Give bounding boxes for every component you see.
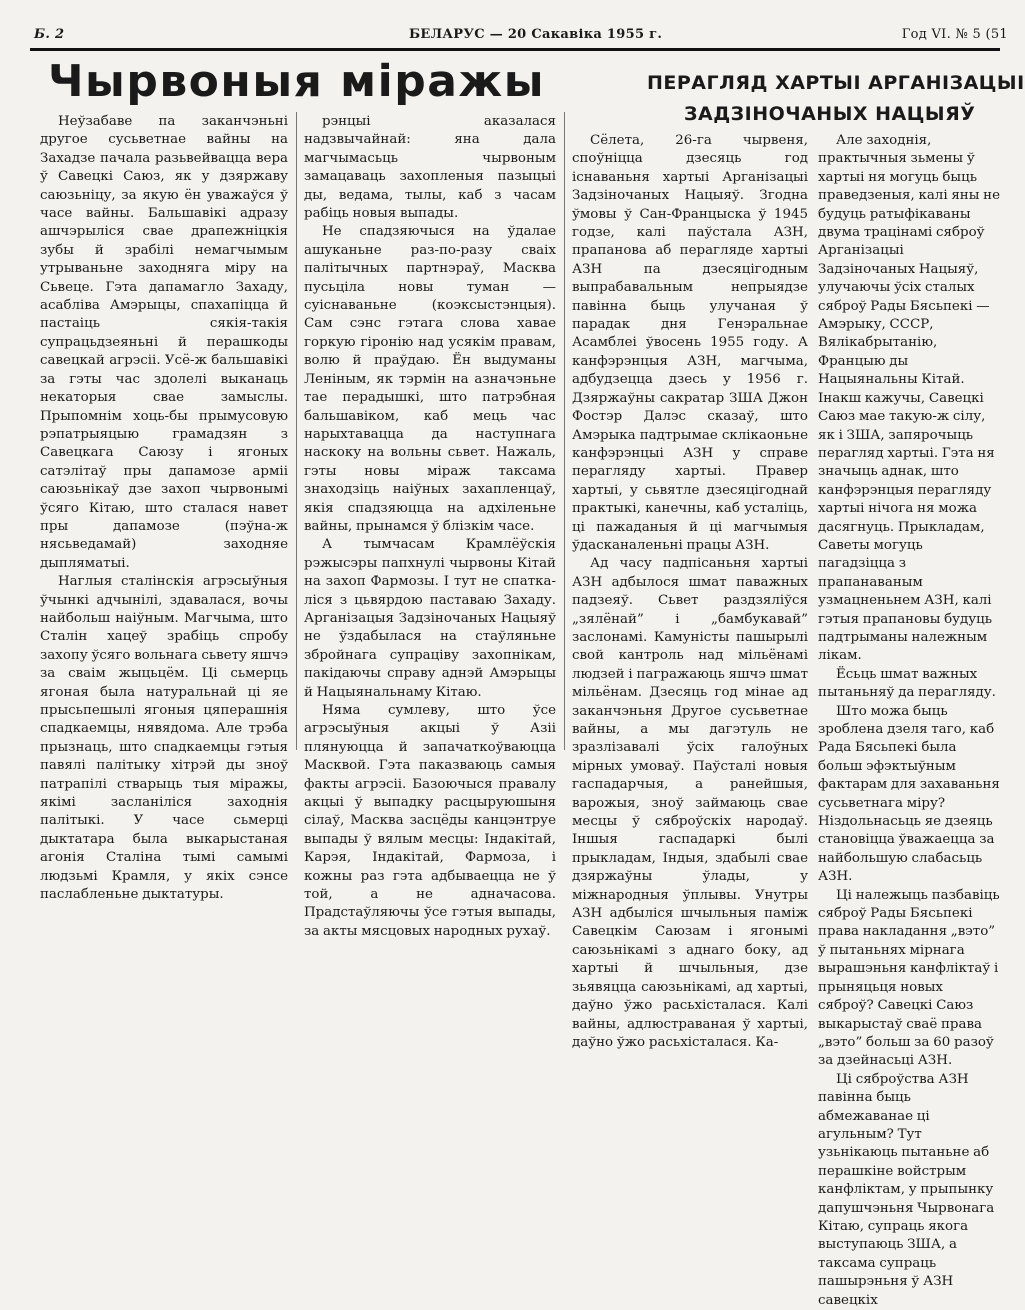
paragraph: Але заходнія, практычныя зьмены ў хартыі ня могуць быць праведзеныя, калі яны не будуць ратыфікаваны двума трацінамі сяброў Арганізацыі Задзіночаных Нацыяў, улучаючы ўсіх сталых сяброў Рады Бясьпекі — Амэрыку, СССР, Вялікабрытанію, Францыю ды Нацыянальны Кітай. Інакш кажучы, Савецкі Саюз мае такую-ж сілу, як і ЗША, запярочыць перагляд хартыі. Гэта ня значыць аднак, што канфэрэнцыя перагляду хартыі нічога ня можа дасягнуць. Прыкладам, Саветы могуць пагадзіцца з прапанаваным узмацненьнем АЗН, калі гэтыя прапановы будуць падтрыманы належным лікам. <box>818 133 1000 664</box>
paragraph: рэнцыі аказалася надзвычайнай: яна дала магчымасьць чырвоным замацаваць захопленыя пазыцыі ды, ведама, тылы, каб з часам рабіць новыя выпады. <box>304 114 556 222</box>
paragraph: А тымчасам Крамлёўскія рэжысэры папхнулі чырвоны Кітай на захоп Фармозы. І тут не спаткаліся з цьвярдою паставаю Захаду. Арганізацыя Задзіночаных Нацыяў не ўздабылася на стаўляньне збройнага супраціву захопнікам, пакідаючы справу аднэй Амэрыцы й Нацыянальнаму Кітаю. <box>304 537 556 700</box>
paragraph: Ёсьць шмат важных пытаньняў да перагляду. <box>818 666 996 701</box>
left-article-column-2 <box>304 113 556 939</box>
page-number: Б. 2 <box>34 27 65 42</box>
right-article-title <box>572 68 1025 130</box>
issue-number: Год VI. № 5 (51 <box>901 27 1008 42</box>
right-article-column-2 <box>818 132 1000 1308</box>
column-divider <box>296 112 297 750</box>
masthead-date: БЕЛАРУС — 20 Сакавіка 1955 г. <box>409 27 663 42</box>
paragraph: Наглыя сталінскія агрэсыўныя ўчынкі адчынілі, здавалася, вочы найбольш наіўным. Магчыма, што Сталін хацеў зрабіць спробу захопу ўсяго вольнага сьвету яшчэ за сваім жыцьцём. Ці сьмерць ягоная была натуральнай ці яе прысьпешылі ягоныя цяперашнія спадкаемцы, нявядома. Але трэба прызнаць, што спадкаемцы гэтыя павялі палітыку хітрэй ды зноў патрапілі стварыць тыя міражы, якімі засланіліся заходнія палітыкі. У часе сьмерці дыктатара была выкарыстаная агонія Сталіна тымі самымі людзьмі Крамля, у якіх сэнсе паслабленьне дыктатуры. <box>40 574 288 903</box>
paragraph: Сёлета, 26-га чырвеня, споўніцца дзесяць год існаваньня хартыі Арганізацыі Задзіночаных Нацыяў. Згодна ўмовы ў Сан-Францыска ў 1945 годзе, калі паўстала АЗН, прапанова аб перагляде хартыі АЗН па дзесяцігодным выпрабавальным непрыядзе павінна быць улучаная ў парадак дня Генэральнае Асамблеі ўвосень 1955 году. А канфэрэнцыя АЗН, магчыма, адбудзецца дзесь у 1956 г. Дзяржаўны сакратар ЗША Джон Фостэр Далэс сказаў, што Амэрыка падтрымае склікаоньне канфэрэнцыі АЗН у справе перагляду хартыі. Правер хартыі, у сьвятле дзесяцігоднай практыкі, канечны, каб усталіць, ці пажаданыя й ці магчымыя ўдасканаленьні працы АЗН. <box>572 133 808 553</box>
header-rule <box>30 48 1000 51</box>
right-article-column-1 <box>572 132 808 1050</box>
paragraph: Ці належыць пазбавіць сяброў Рады Бясьпекі права накладання „вэто” ў пытаньнях мірнага вырашэньня канфліктаў і прыняцьця новых сяброў? Савецкі Саюз выкарыстаў сваё права „вэто” больш за 60 разоў за дзейнасьці АЗН. <box>818 887 1000 1069</box>
left-article-title: Чырвоныя міражы <box>48 56 545 107</box>
right-title-line-2: ЗАДЗІНОЧАНЫХ НАЦЫЯЎ <box>684 103 976 125</box>
paragraph: Няма сумлеву, што ўсе агрэсыўныя акцыі ў Азіі плянуюцца й запачаткоўваюцца Масквой. Гэта паказваюць самыя факты агрэсіі. Базоючыся правалу акцыі ў выпадку расцыруюшыня сілаў, Масква засцёды канцэнтруе выпады ў вялым месцы: Індакітай, Карэя, Індакітай, Фармоза, і кожны раз гэта адбываецца не ў той, а не адначасова. Прадстаўляючы ўсе гэтыя выпады, за акты мясцовых народных рухаў. <box>304 703 556 939</box>
paragraph: Не спадзяючыся на ўдалае ашуканьне раз-по-разу сваіх палітычных партнэраў, Масква пусьціла новы туман — суіснаваньне (коэксыстэнцыя). Сам сэнс гэтага слова хавае горкую гіронію над усякім правам, волю й праўдаю. Ён выдуманы Леніным, як тэрмін на азначэньне тае перадышкі, што патрэбная бальшавіком, каб мець час нарыхтавацца да наступнага наскоку на вольны сьвет. Нажаль, гэты новы міраж таксама знаходзіць наіўных захапленцаў, якія спадзяюцца на адхіленьне вайны, прынамся ў блізкім часе. <box>304 224 556 534</box>
paragraph: Ці сяброўства АЗН павінна быць абмежаванае ці агульным? Тут узьнікаюць пытаньне аб перашкіне войстрым канфліктам, у прыпынку дапушчэньня Чырвонага Кітаю, супраць якога выступаюць ЗША, а таксама супраць пашырэньня ў АЗН савецкіх <box>818 1071 995 1308</box>
paragraph: Неўзабаве па заканчэньні другое сусьветнае вайны на Захадзе пачала разьвейвацца вера ў Савецкі Саюз, як у дзяржаву саюзьніцу, за якую ён уважаўся ў часе вайны. Бальшавікі адразу ашчэрыліся свае драпежніцкія зубы й зрабілі немагчымым утрываньне заходняга міру на Сьвеце. Гэта дапамагло Захаду, асабліва Амэрыцы, спахапіцца й пастаіць сякія-такія супрацьдзеяньні й перашкоды савецкай агрэсіі. Усё-ж бальшавікі за гэты час здолелі выканаць некаторыя свае замыслы. Прыпомнім хоць-бы прымусовую рэпатрыяцыю грамадзян з Савецкага Саюзу і ягоных сатэлітаў пры дапамозе арміі саюзьнікаў дзе захоп чырвонымі ўсяго Кітаю, што сталася навет пры дапамозе (пэўна-ж нясьведамай) заходняе дыпляматыі. <box>40 114 288 571</box>
paragraph: Ад часу падпісаньня хартыі АЗН адбылося шмат паважных падзеяў. Сьвет раздзяліўся „зялёнай” і „бамбукавай” заслонамі. Камуністы пашырылі свой кантроль над мільёнамі людзей і пагражаюць яшчэ шмат мільёнам. Дзесяць год мінае ад заканчэньня Другое сусьветнае вайны, а мы дагэтуль не зразлізавалі ўсіх галоўных мірных умоваў. Паўсталі новыя гаспадарчыя, а ранейшыя, варожыя, зноў займаюць свае месцы ў сяброўскіх народаў. Іншыя гаспадаркі былі прыкладам, Індыя, здабылі свае дзяржаўны ўлады, у міжнародныя ўплывы. Унутры АЗН адбыліся шчыльныя паміж Савецкім Саюзам і ягонымі саюзьнікамі з аднаго боку, ад хартыі й шчыльныя, дзе зьявяцца саюзьнікамі, ад хартыі, даўно ўжо расьхісталася. Калі вайны, адлюстраваная ў хартыі, даўно ўжо расьхісталася. Ка- <box>572 556 808 1050</box>
column-divider <box>564 112 565 750</box>
page-header <box>34 27 1008 49</box>
left-article-column-1 <box>40 113 288 903</box>
paragraph: Што можа быць зроблена дзеля таго, каб Рада Бясьпекі была больш эфэктыўным фактарам для захаваньня сусьветнага міру? Ніздольнасьць яе дзеяць становіцца ўважаецца за найбольшую слабасьць АЗН. <box>818 703 1000 885</box>
right-title-line-1: ПЕРАГЛЯД ХАРТЫІ АРГАНІЗАЦЫІ <box>647 72 1025 94</box>
